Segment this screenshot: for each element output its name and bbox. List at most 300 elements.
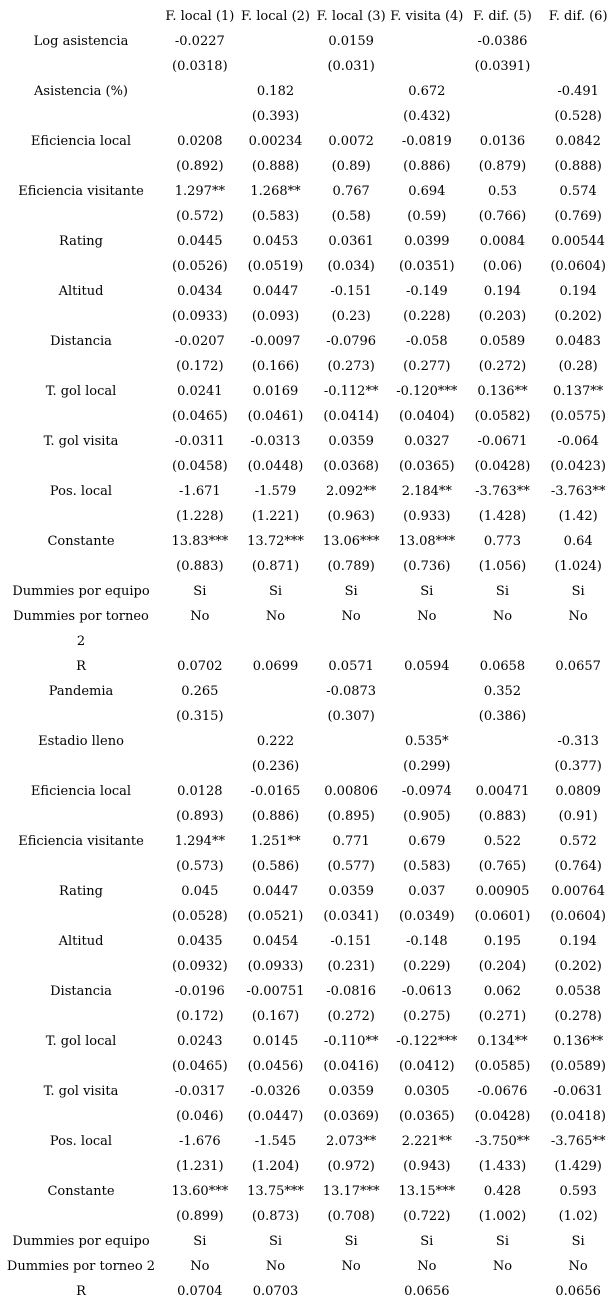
table-cell bbox=[389, 704, 465, 729]
table-cell: (0.307) bbox=[327, 709, 375, 724]
table-cell: (0.0368) bbox=[323, 459, 379, 474]
table-cell bbox=[238, 679, 314, 704]
row-label bbox=[0, 704, 162, 729]
table-cell: Si bbox=[420, 1234, 434, 1249]
row-label bbox=[0, 1054, 162, 1079]
table-cell: -0.0313 bbox=[250, 434, 301, 449]
table-cell: 0.00806 bbox=[324, 784, 379, 799]
table-cell: -0.149 bbox=[406, 284, 448, 299]
table-cell: (0.0575) bbox=[550, 409, 606, 424]
table-cell: 0.0589 bbox=[479, 334, 526, 349]
table-cell: (0.432) bbox=[403, 109, 451, 124]
table-cell bbox=[238, 29, 314, 54]
table-row bbox=[0, 279, 616, 304]
table-cell: No bbox=[568, 1259, 588, 1274]
table-row bbox=[0, 629, 616, 654]
table-cell bbox=[313, 629, 389, 654]
table-cell: (0.764) bbox=[554, 859, 602, 874]
table-cell: (0.272) bbox=[478, 359, 527, 374]
table-cell: -0.0676 bbox=[477, 1084, 528, 1099]
table-cell: (0.0369) bbox=[323, 1109, 379, 1124]
table-cell: 0.00544 bbox=[551, 234, 606, 249]
table-cell: (0.06) bbox=[482, 259, 523, 274]
table-cell: (0.871) bbox=[251, 559, 300, 574]
row-label: Distancia bbox=[50, 984, 112, 999]
table-cell bbox=[540, 54, 616, 79]
table-cell bbox=[540, 679, 616, 704]
row-label: Pos. local bbox=[49, 1134, 113, 1149]
table-row bbox=[0, 1279, 616, 1304]
row-label bbox=[0, 554, 162, 579]
table-row bbox=[0, 579, 616, 604]
table-cell: -1.545 bbox=[254, 1134, 297, 1149]
table-cell: (0.722) bbox=[403, 1209, 451, 1224]
table-cell: (0.202) bbox=[554, 959, 602, 974]
table-row bbox=[0, 29, 616, 54]
row-label bbox=[0, 204, 162, 229]
table-row bbox=[0, 304, 616, 329]
table-cell: 0.574 bbox=[559, 184, 597, 199]
table-cell: -0.0873 bbox=[326, 684, 377, 699]
table-cell: (0.893) bbox=[176, 809, 224, 824]
table-cell: (0.271) bbox=[478, 1009, 527, 1024]
table-cell: -0.0196 bbox=[174, 984, 225, 999]
table-cell: 0.137** bbox=[553, 384, 604, 399]
table-row bbox=[0, 854, 616, 879]
table-cell bbox=[313, 104, 389, 129]
row-label bbox=[0, 904, 162, 929]
table-cell: 0.0702 bbox=[177, 659, 223, 674]
row-label: Estadio lleno bbox=[38, 734, 124, 749]
row-label bbox=[0, 754, 162, 779]
table-cell: (0.0349) bbox=[398, 909, 455, 924]
table-cell: 0.767 bbox=[332, 184, 370, 199]
table-cell: -0.0207 bbox=[174, 334, 225, 349]
row-label: Eficiencia local bbox=[30, 784, 132, 799]
table-cell bbox=[162, 729, 238, 754]
table-cell: No bbox=[341, 1259, 361, 1274]
table-cell: (0.0414) bbox=[323, 409, 379, 424]
table-cell: 0.0445 bbox=[177, 234, 223, 249]
table-cell: 0.062 bbox=[483, 984, 522, 999]
table-cell: 0.0128 bbox=[177, 784, 223, 799]
table-cell: -0.151 bbox=[330, 284, 372, 299]
table-cell: 0.773 bbox=[483, 534, 522, 549]
table-cell: (0.315) bbox=[176, 709, 224, 724]
table-cell: (1.231) bbox=[176, 1159, 224, 1174]
table-cell bbox=[540, 29, 616, 54]
table-row bbox=[0, 979, 616, 1004]
table-cell bbox=[465, 1279, 541, 1304]
table-cell: No bbox=[265, 609, 286, 624]
table-cell: (0.0461) bbox=[247, 409, 304, 424]
row-label: Eficiencia local bbox=[30, 134, 132, 149]
table-row bbox=[0, 429, 616, 454]
row-label: 2 bbox=[76, 634, 86, 649]
table-cell: 0.194 bbox=[483, 284, 522, 299]
table-cell: 0.195 bbox=[483, 934, 522, 949]
table-cell: (0.0528) bbox=[172, 909, 228, 924]
table-cell: 0.64 bbox=[563, 534, 593, 549]
table-cell: (0.888) bbox=[251, 159, 300, 174]
table-cell: -0.0311 bbox=[174, 434, 225, 449]
table-cell: 0.0359 bbox=[328, 1084, 374, 1099]
table-cell: -3.763** bbox=[475, 484, 530, 499]
table-cell: (0.0447) bbox=[247, 1109, 304, 1124]
table-cell: 0.222 bbox=[256, 734, 295, 749]
table-cell: No bbox=[568, 609, 588, 624]
row-label bbox=[0, 354, 162, 379]
table-cell: Si bbox=[420, 584, 434, 599]
row-label: Asistencia (%) bbox=[34, 84, 128, 99]
row-label: Constante bbox=[47, 1184, 115, 1199]
table-cell bbox=[238, 704, 314, 729]
table-cell bbox=[238, 54, 314, 79]
table-cell: Si bbox=[344, 584, 358, 599]
table-row bbox=[0, 1254, 616, 1279]
table-cell: 0.0454 bbox=[252, 934, 299, 949]
row-label bbox=[0, 854, 162, 879]
column-header: F. dif. (5) bbox=[473, 9, 532, 24]
table-cell: 13.08*** bbox=[398, 534, 456, 549]
table-cell: 0.0361 bbox=[328, 234, 374, 249]
table-cell: 0.572 bbox=[559, 834, 597, 849]
table-cell: 0.0243 bbox=[177, 1034, 223, 1049]
table-cell: -0.064 bbox=[557, 434, 599, 449]
table-cell: (0.28) bbox=[558, 359, 598, 374]
table-cell: -0.313 bbox=[557, 734, 599, 749]
table-row bbox=[0, 79, 616, 104]
table-cell: -0.00751 bbox=[246, 984, 305, 999]
table-cell bbox=[389, 29, 465, 54]
table-cell: (0.0519) bbox=[247, 259, 304, 274]
row-label: Rating bbox=[59, 234, 103, 249]
table-cell: 0.0656 bbox=[555, 1284, 601, 1299]
table-cell: (0.0404) bbox=[398, 409, 455, 424]
table-cell: (0.278) bbox=[554, 1009, 602, 1024]
table-cell: (0.393) bbox=[251, 109, 300, 124]
table-cell: (0.943) bbox=[403, 1159, 451, 1174]
table-row bbox=[0, 529, 616, 554]
table-cell: 13.06*** bbox=[322, 534, 380, 549]
table-body bbox=[0, 29, 616, 1304]
table-cell: (0.0412) bbox=[398, 1059, 455, 1074]
table-cell: (0.0458) bbox=[172, 459, 228, 474]
table-cell: (0.0601) bbox=[474, 909, 531, 924]
table-cell: Si bbox=[571, 1234, 585, 1249]
table-cell: (0.883) bbox=[478, 809, 527, 824]
table-cell: (0.229) bbox=[403, 959, 451, 974]
table-row bbox=[0, 354, 616, 379]
table-cell: 0.265 bbox=[181, 684, 219, 699]
table-row bbox=[0, 254, 616, 279]
table-cell: No bbox=[417, 1259, 437, 1274]
table-cell: (0.299) bbox=[403, 759, 451, 774]
table-cell: 0.593 bbox=[559, 1184, 597, 1199]
table-cell: (0.236) bbox=[251, 759, 300, 774]
table-cell: 13.83*** bbox=[171, 534, 229, 549]
table-row bbox=[0, 454, 616, 479]
table-cell: (0.277) bbox=[403, 359, 451, 374]
table-cell: 0.00471 bbox=[475, 784, 530, 799]
table-cell: 0.0169 bbox=[252, 384, 299, 399]
table-cell: No bbox=[265, 1259, 286, 1274]
table-cell: (0.273) bbox=[327, 359, 375, 374]
table-cell: 0.535* bbox=[404, 734, 449, 749]
table-cell: (0.583) bbox=[403, 859, 451, 874]
table-cell: 0.0305 bbox=[404, 1084, 450, 1099]
table-cell: (0.0423) bbox=[550, 459, 606, 474]
table-cell: -0.0974 bbox=[401, 784, 452, 799]
table-cell: (0.0365) bbox=[398, 1109, 455, 1124]
table-cell bbox=[389, 629, 465, 654]
table-cell bbox=[313, 79, 389, 104]
table-cell: -0.120*** bbox=[396, 384, 458, 399]
table-cell: 0.0359 bbox=[328, 884, 374, 899]
table-cell: (0.789) bbox=[327, 559, 375, 574]
table-cell: Si bbox=[571, 584, 585, 599]
row-label: T. gol visita bbox=[43, 1084, 119, 1099]
row-label bbox=[0, 404, 162, 429]
table-cell: (0.0418) bbox=[550, 1109, 606, 1124]
table-cell: (0.58) bbox=[331, 209, 371, 224]
row-label: Pandemia bbox=[48, 684, 114, 699]
table-cell: -3.765** bbox=[550, 1134, 606, 1149]
table-cell: Si bbox=[268, 584, 283, 599]
table-cell: 0.0699 bbox=[252, 659, 299, 674]
table-cell: (0.736) bbox=[403, 559, 451, 574]
table-cell bbox=[465, 79, 541, 104]
table-cell: 0.53 bbox=[487, 184, 517, 199]
table-cell bbox=[162, 79, 238, 104]
table-cell: (0.765) bbox=[478, 859, 527, 874]
table-cell: (0.892) bbox=[176, 159, 224, 174]
table-cell: (1.024) bbox=[554, 559, 602, 574]
table-cell: (0.0428) bbox=[474, 459, 531, 474]
column-header: F. local (1) bbox=[165, 9, 235, 24]
table-row bbox=[0, 1154, 616, 1179]
table-cell: Si bbox=[344, 1234, 358, 1249]
table-cell: 13.75*** bbox=[247, 1184, 304, 1199]
table-cell: (0.873) bbox=[251, 1209, 300, 1224]
table-row bbox=[0, 804, 616, 829]
table-cell: 2.221** bbox=[401, 1134, 452, 1149]
table-cell: -0.0819 bbox=[401, 134, 452, 149]
table-cell: -0.0613 bbox=[401, 984, 452, 999]
table-cell: 0.136** bbox=[553, 1034, 604, 1049]
table-cell: 0.182 bbox=[256, 84, 295, 99]
table-cell bbox=[465, 729, 541, 754]
table-cell: 0.0571 bbox=[328, 659, 374, 674]
table-cell: 0.0145 bbox=[252, 1034, 299, 1049]
row-label: Constante bbox=[47, 534, 115, 549]
table-cell: (0.0465) bbox=[172, 1059, 228, 1074]
table-cell: 13.17*** bbox=[322, 1184, 380, 1199]
table-row bbox=[0, 479, 616, 504]
table-cell bbox=[465, 104, 541, 129]
table-cell: (1.433) bbox=[478, 1159, 527, 1174]
table-cell: (0.59) bbox=[407, 209, 447, 224]
table-cell: 0.0359 bbox=[328, 434, 374, 449]
table-cell: Si bbox=[495, 584, 509, 599]
table-cell bbox=[540, 704, 616, 729]
row-label bbox=[0, 254, 162, 279]
row-label bbox=[0, 1154, 162, 1179]
row-label: R bbox=[76, 659, 86, 674]
row-label: Altitud bbox=[58, 934, 104, 949]
table-cell: -0.0227 bbox=[174, 34, 225, 49]
table-row bbox=[0, 1129, 616, 1154]
table-cell: (0.272) bbox=[327, 1009, 375, 1024]
table-cell: 0.694 bbox=[408, 184, 446, 199]
table-cell: (1.228) bbox=[176, 509, 224, 524]
table-cell: -3.763** bbox=[550, 484, 606, 499]
table-cell: No bbox=[341, 609, 361, 624]
table-cell: 2.184** bbox=[401, 484, 452, 499]
table-cell: 0.672 bbox=[408, 84, 446, 99]
row-label bbox=[0, 1104, 162, 1129]
table-cell bbox=[162, 629, 238, 654]
table-cell: 13.72*** bbox=[247, 534, 304, 549]
table-cell: No bbox=[190, 1259, 210, 1274]
table-cell: (0.0933) bbox=[172, 309, 228, 324]
table-cell: (1.002) bbox=[478, 1209, 527, 1224]
table-cell: -0.151 bbox=[330, 934, 372, 949]
table-cell: No bbox=[492, 1259, 513, 1274]
table-cell: 0.00905 bbox=[475, 884, 530, 899]
table-row bbox=[0, 879, 616, 904]
table-cell: (0.0365) bbox=[398, 459, 455, 474]
table-cell: (0.583) bbox=[251, 209, 300, 224]
table-cell: (0.172) bbox=[176, 359, 224, 374]
row-label bbox=[0, 154, 162, 179]
table-cell: (0.203) bbox=[478, 309, 527, 324]
table-cell: (0.0521) bbox=[247, 909, 304, 924]
table-row bbox=[0, 504, 616, 529]
table-cell: (0.231) bbox=[327, 959, 375, 974]
row-label: Dummies por torneo 2 bbox=[6, 1259, 156, 1274]
table-cell: (0.528) bbox=[554, 109, 602, 124]
table-row bbox=[0, 904, 616, 929]
column-header: F. local (3) bbox=[316, 9, 386, 24]
row-label: Dummies por torneo bbox=[13, 609, 149, 624]
table-cell: 0.0084 bbox=[479, 234, 526, 249]
table-cell: (0.166) bbox=[251, 359, 300, 374]
table-cell: (0.093) bbox=[251, 309, 300, 324]
table-cell: -0.112** bbox=[323, 384, 379, 399]
row-label: T. gol local bbox=[45, 384, 117, 399]
table-cell: 0.0434 bbox=[177, 284, 223, 299]
table-row bbox=[0, 104, 616, 129]
row-label: Altitud bbox=[58, 284, 104, 299]
table-cell: 0.0435 bbox=[177, 934, 223, 949]
table-cell: 13.15*** bbox=[398, 1184, 456, 1199]
table-cell: (0.89) bbox=[331, 159, 371, 174]
table-cell: (0.0585) bbox=[474, 1059, 531, 1074]
table-cell: (0.572) bbox=[176, 209, 224, 224]
table-row bbox=[0, 1229, 616, 1254]
table-cell: 0.0453 bbox=[252, 234, 299, 249]
table-cell: (0.879) bbox=[478, 159, 527, 174]
table-cell: (0.0604) bbox=[550, 909, 606, 924]
table-cell: -0.0097 bbox=[250, 334, 301, 349]
table-cell: -0.110** bbox=[323, 1034, 379, 1049]
table-cell: 0.771 bbox=[332, 834, 370, 849]
table-cell: 0.0483 bbox=[555, 334, 601, 349]
table-cell: 0.037 bbox=[408, 884, 446, 899]
table-cell: 0.0656 bbox=[404, 1284, 450, 1299]
table-row bbox=[0, 1104, 616, 1129]
table-cell: (0.034) bbox=[327, 259, 375, 274]
table-cell: (0.0341) bbox=[323, 909, 379, 924]
table-cell bbox=[465, 754, 541, 779]
table-cell bbox=[389, 54, 465, 79]
table-row bbox=[0, 1029, 616, 1054]
table-cell: 0.0809 bbox=[555, 784, 601, 799]
table-cell bbox=[162, 104, 238, 129]
table-cell: (0.172) bbox=[176, 1009, 224, 1024]
table-cell: 2.092** bbox=[326, 484, 377, 499]
table-cell: Si bbox=[193, 1234, 207, 1249]
table-cell: (0.899) bbox=[176, 1209, 224, 1224]
table-cell: -1.579 bbox=[254, 484, 297, 499]
table-cell: 0.0538 bbox=[555, 984, 601, 999]
table-cell: (1.428) bbox=[478, 509, 527, 524]
row-label: Pos. local bbox=[49, 484, 113, 499]
table-cell: 0.0072 bbox=[328, 134, 374, 149]
table-cell: (0.167) bbox=[251, 1009, 300, 1024]
table-cell: 1.268** bbox=[250, 184, 301, 199]
table-cell bbox=[313, 754, 389, 779]
table-cell: (0.708) bbox=[327, 1209, 375, 1224]
table-cell: -0.0631 bbox=[553, 1084, 604, 1099]
table-cell: 0.428 bbox=[483, 1184, 522, 1199]
row-label bbox=[0, 504, 162, 529]
table-cell bbox=[465, 629, 541, 654]
table-cell: (0.905) bbox=[403, 809, 451, 824]
table-row bbox=[0, 1079, 616, 1104]
table-cell: (0.963) bbox=[327, 509, 375, 524]
table-cell: (0.883) bbox=[176, 559, 224, 574]
table-row bbox=[0, 1179, 616, 1204]
column-header: F. local (2) bbox=[241, 9, 310, 24]
table-cell: -0.0165 bbox=[250, 784, 301, 799]
table-cell: -0.0386 bbox=[477, 34, 528, 49]
row-label: Eficiencia visitante bbox=[18, 834, 144, 849]
table-row bbox=[0, 229, 616, 254]
table-row bbox=[0, 654, 616, 679]
table-cell: 0.0704 bbox=[177, 1284, 223, 1299]
table-row bbox=[0, 729, 616, 754]
table-row bbox=[0, 554, 616, 579]
table-cell: 0.0447 bbox=[252, 284, 299, 299]
table-cell: 1.297** bbox=[174, 184, 225, 199]
table-cell: (0.386) bbox=[478, 709, 527, 724]
table-cell bbox=[389, 679, 465, 704]
table-cell: 0.352 bbox=[483, 684, 522, 699]
table-cell: -0.122*** bbox=[396, 1034, 458, 1049]
table-cell: -0.0671 bbox=[477, 434, 528, 449]
table-cell bbox=[540, 629, 616, 654]
table-cell: 1.294** bbox=[174, 834, 225, 849]
table-cell: (0.933) bbox=[403, 509, 451, 524]
table-row bbox=[0, 704, 616, 729]
row-label: R bbox=[76, 1284, 86, 1299]
table-cell: 0.0842 bbox=[555, 134, 601, 149]
table-cell: (0.0456) bbox=[247, 1059, 304, 1074]
table-cell: (0.204) bbox=[478, 959, 527, 974]
table-cell: 0.194 bbox=[559, 934, 597, 949]
